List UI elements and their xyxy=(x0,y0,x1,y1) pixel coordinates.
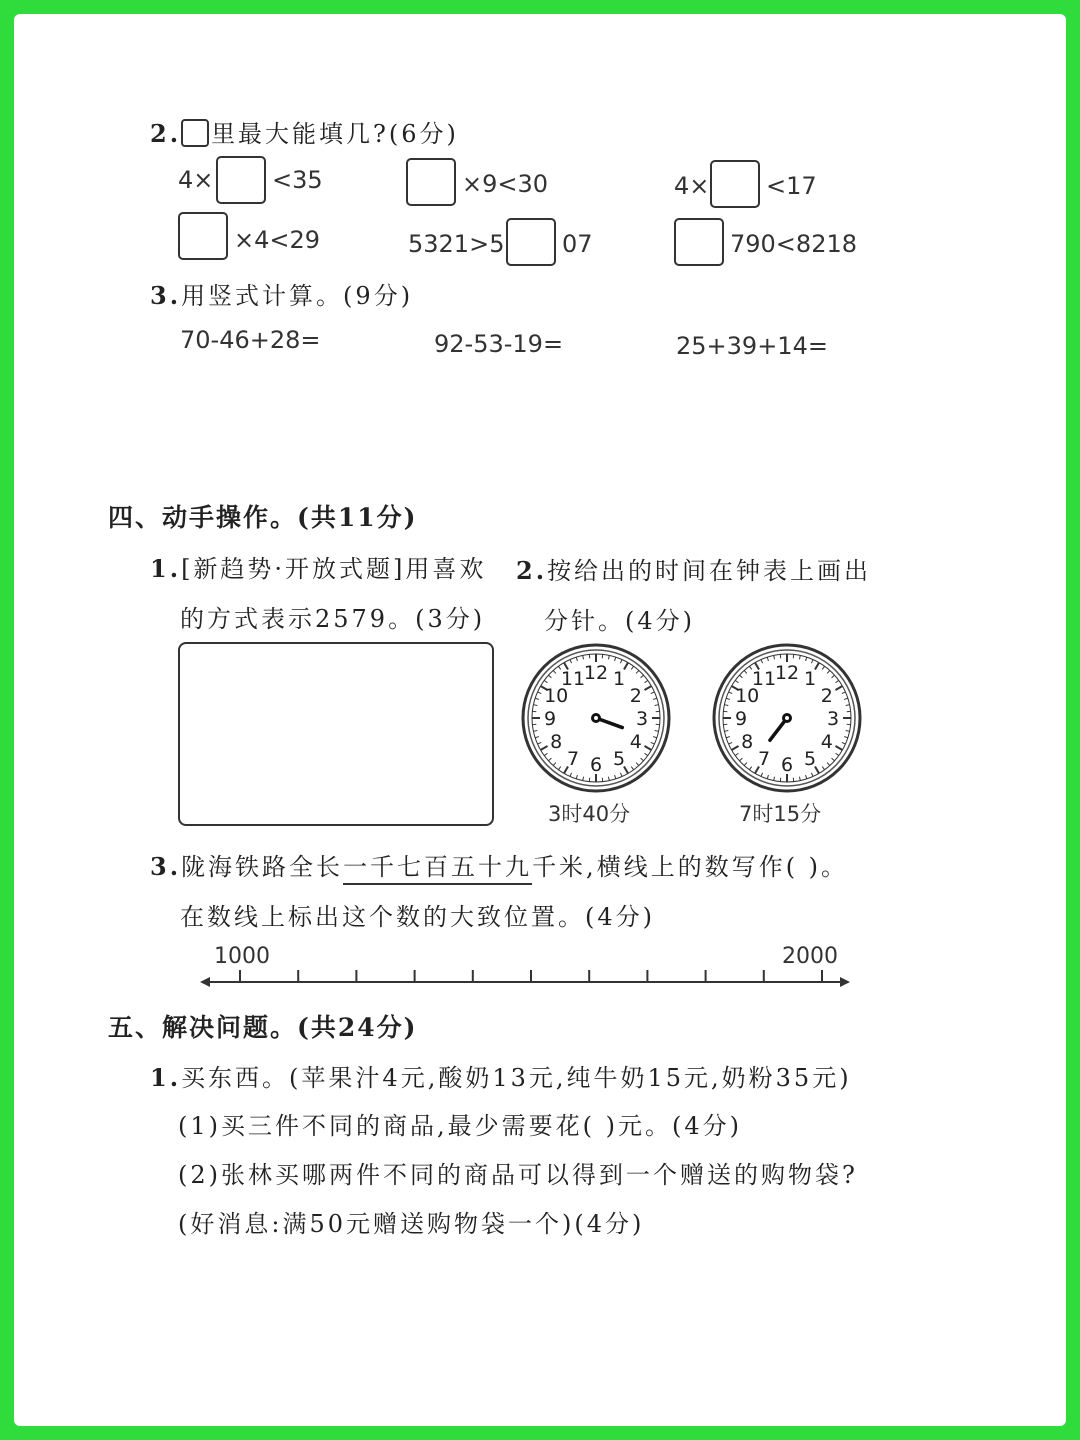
q2a-prefix: 4× xyxy=(178,166,214,194)
q2-sample-box xyxy=(181,119,209,147)
q2c-suffix: <17 xyxy=(766,172,817,200)
clock-1-number: 1 xyxy=(612,668,626,691)
number-line-left-arrow xyxy=(200,977,210,987)
worksheet-page xyxy=(14,14,1066,1426)
s5-q1-sub3: (好消息:满50元赠送购物袋一个)(4分) xyxy=(178,1210,645,1238)
q2b-suffix: ×9<30 xyxy=(462,170,549,198)
s5-q1-sub2: (2)张林买哪两件不同的商品可以得到一个赠送的购物袋? xyxy=(178,1161,858,1189)
clock-1-number: 10 xyxy=(544,685,569,707)
q2-heading xyxy=(150,114,459,149)
clock-2-number: 8 xyxy=(741,731,754,753)
q2e-answer-box[interactable] xyxy=(506,218,556,266)
clock-2-number: 2 xyxy=(820,685,833,707)
q3-expr-3: 25+39+14= xyxy=(676,332,828,360)
clock-2-number: 3 xyxy=(826,708,840,730)
section4-title: 四、动手操作。(共11分) xyxy=(108,503,418,532)
s4-q3-text-2: 在数线上标出这个数的大致位置。(4分) xyxy=(180,903,655,931)
s5-q1-sub1: (1)买三件不同的商品,最少需要花( )元。(4分) xyxy=(178,1112,742,1140)
q3-heading xyxy=(150,276,413,311)
clock-1-number: 7 xyxy=(566,747,580,770)
q3-number: 3. xyxy=(150,281,182,310)
q3-expr-2: 92-53-19= xyxy=(434,330,564,358)
clock-2-label: 7时15分 xyxy=(739,802,822,826)
numberline-end-label: 2000 xyxy=(782,944,838,969)
s4-q1-text-1: [新趋势·开放式题]用喜欢 xyxy=(181,555,487,583)
clock-1-number: 6 xyxy=(589,754,603,776)
s4-q2-line1 xyxy=(516,551,871,586)
q3-title: 用竖式计算。(9分) xyxy=(181,282,414,310)
clock-2-number: 7 xyxy=(757,747,771,770)
s4-q2-text-2: 分针。(4分) xyxy=(544,607,695,635)
clock-2-number: 6 xyxy=(780,754,794,776)
s5-q1-number: 1. xyxy=(150,1063,182,1092)
s4-q3-text-pre: 陇海铁路全长 xyxy=(181,853,344,881)
clock-1-number: 5 xyxy=(612,747,626,770)
s4-q1-line1 xyxy=(150,549,486,584)
q2f-answer-box[interactable] xyxy=(674,218,724,266)
clock-1-number: 9 xyxy=(543,708,557,730)
s5-q1-text: 买东西。(苹果汁4元,酸奶13元,纯牛奶15元,奶粉35元) xyxy=(181,1064,852,1092)
clock-1-number: 12 xyxy=(583,662,609,684)
number-line-right-arrow xyxy=(840,977,850,987)
q2a-answer-box[interactable] xyxy=(216,156,266,204)
q2-title: 里最大能填几?(6分) xyxy=(211,120,459,148)
q2c-answer-box[interactable] xyxy=(710,160,760,208)
q2c-prefix: 4× xyxy=(674,172,710,200)
s4-q3-text-post: 千米,横线上的数写作( )。 xyxy=(532,853,849,881)
clock-2-number: 11 xyxy=(751,668,777,691)
clock-2-number: 5 xyxy=(803,747,817,770)
q2-number: 2. xyxy=(150,119,182,148)
s4-q3-underlined-number: 一千七百五十九 xyxy=(343,853,532,885)
s4-q1-number: 1. xyxy=(150,554,182,583)
clock-2-center-dot xyxy=(785,716,789,720)
representation-drawing-box[interactable] xyxy=(178,642,494,826)
clock-1-number: 11 xyxy=(560,668,586,691)
q2e-suffix: 07 xyxy=(562,230,593,258)
clock-1-number: 8 xyxy=(550,731,563,753)
q3-expr-1: 70-46+28= xyxy=(180,326,321,354)
clock-2-number: 9 xyxy=(734,708,748,730)
q2d-answer-box[interactable] xyxy=(178,212,228,260)
clock-1-number: 3 xyxy=(635,708,649,730)
s4-q2-number: 2. xyxy=(516,556,548,585)
clock-2[interactable] xyxy=(711,642,863,794)
s4-q3-line1 xyxy=(150,847,848,882)
q2d-suffix: ×4<29 xyxy=(234,226,321,254)
numberline-start-label: 1000 xyxy=(214,944,270,969)
clock-1-center-dot xyxy=(594,716,598,720)
q2b-answer-box[interactable] xyxy=(406,158,456,206)
clock-1-number: 2 xyxy=(629,685,642,707)
clock-2-number: 1 xyxy=(803,668,817,691)
clock-2-number: 10 xyxy=(735,685,760,707)
q2f-suffix: 790<8218 xyxy=(730,230,857,258)
s4-q1-text-2: 的方式表示2579。(3分) xyxy=(180,605,486,633)
s4-q2-text-1: 按给出的时间在钟表上画出 xyxy=(547,557,872,585)
section5-title: 五、解决问题。(共24分) xyxy=(108,1013,418,1042)
s4-q3-number: 3. xyxy=(150,852,182,881)
number-line[interactable] xyxy=(200,968,850,992)
clock-1-label: 3时40分 xyxy=(548,802,631,826)
clock-1[interactable] xyxy=(520,642,672,794)
clock-1-number: 4 xyxy=(629,731,642,753)
s5-q1-line1 xyxy=(150,1058,852,1093)
q2e-prefix: 5321>5 xyxy=(408,230,505,258)
q2a-suffix: <35 xyxy=(272,166,323,194)
clock-2-number: 4 xyxy=(820,731,833,753)
clock-2-number: 12 xyxy=(774,662,800,684)
